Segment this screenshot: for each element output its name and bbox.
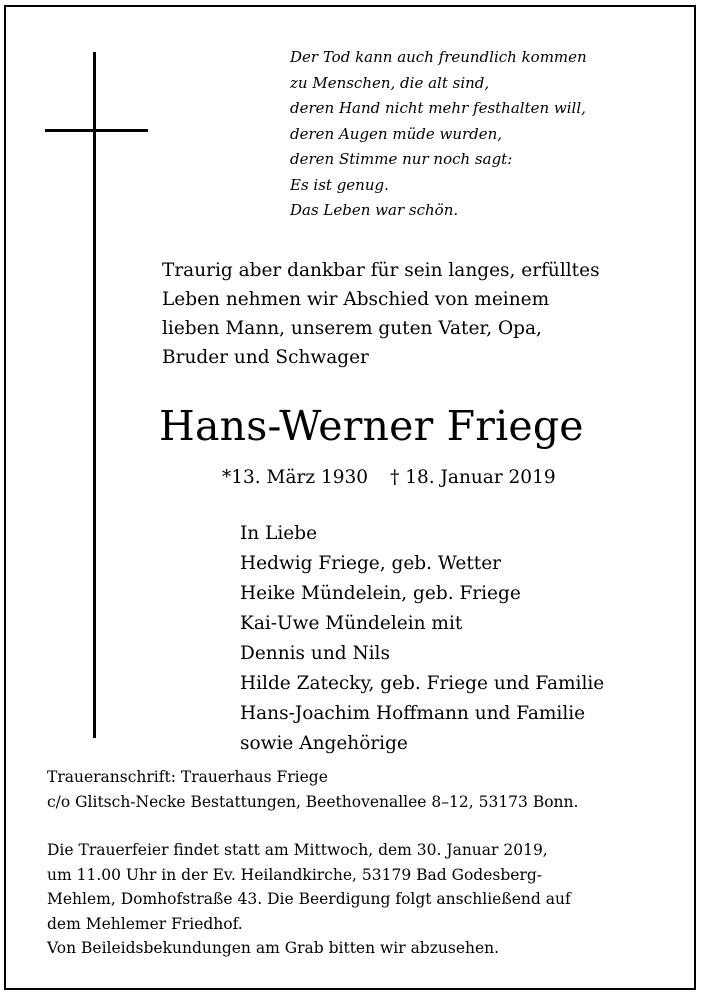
intro-line: Traurig aber dankbar für sein langes, erfülltes [162,260,600,281]
life-dates [222,464,556,492]
poem-line: deren Hand nicht mehr festhalten will, [290,99,586,117]
death-date: † 18. Januar 2019 [390,467,556,488]
mourner-line: Heike Mündelein, geb. Friege [240,583,521,604]
mourner-line: sowie Angehörige [240,733,408,754]
poem-line: Das Leben war schön. [290,201,459,219]
poem-line: Es ist genug. [290,175,389,194]
mourner-line: Hans-Joachim Hoffmann und Familie [240,703,586,724]
service-line: Mehlem, Domhofstraße 43. Die Beerdigung folgt anschließend auf [47,890,571,908]
poem [290,45,587,224]
poem-line: deren Stimme nur noch sagt: [290,150,513,168]
funeral-service-info [47,838,659,961]
poem-line: zu Menschen, die alt sind, [290,73,490,92]
cross-vertical-bar [93,52,96,738]
intro-line: Leben nehmen wir Abschied von meinem [162,289,550,310]
mourners-list [240,519,604,759]
mourner-line: Hilde Zatecky, geb. Friege und Familie [240,673,605,694]
mourner-line: Kai-Uwe Mündelein mit [240,613,463,634]
mourner-line: In Liebe [240,523,318,544]
cross-horizontal-bar [45,129,148,132]
mourning-address [47,765,578,815]
intro-line: lieben Mann, unserem guten Vater, Opa, [162,318,542,339]
service-line: um 11.00 Uhr in der Ev. Heilandkirche, 53179 Bad Godesberg- [47,865,543,884]
address-line: c/o Glitsch-Necke Bestattungen, Beethovenallee 8–12, 53173 Bonn. [47,793,579,811]
deceased-name: Hans-Werner Friege [159,402,584,450]
service-line: Von Beileidsbekundungen am Grab bitten wir abzusehen. [47,939,500,957]
mourner-line: Hedwig Friege, geb. Wetter [240,553,502,574]
poem-line: Der Tod kann auch freundlich kommen [290,48,587,66]
poem-line: deren Augen müde wurden, [290,124,503,143]
address-line: Traueranschrift: Trauerhaus Friege [47,768,328,786]
intro-line: Bruder und Schwager [162,347,369,368]
mourner-line: Dennis und Nils [240,643,390,664]
service-line: Die Trauerfeier findet statt am Mittwoch, dem 30. Januar 2019, [47,841,548,859]
birth-date: *13. März 1930 [222,467,369,488]
intro-text [162,256,600,372]
service-line: dem Mehlemer Friedhof. [47,914,243,933]
